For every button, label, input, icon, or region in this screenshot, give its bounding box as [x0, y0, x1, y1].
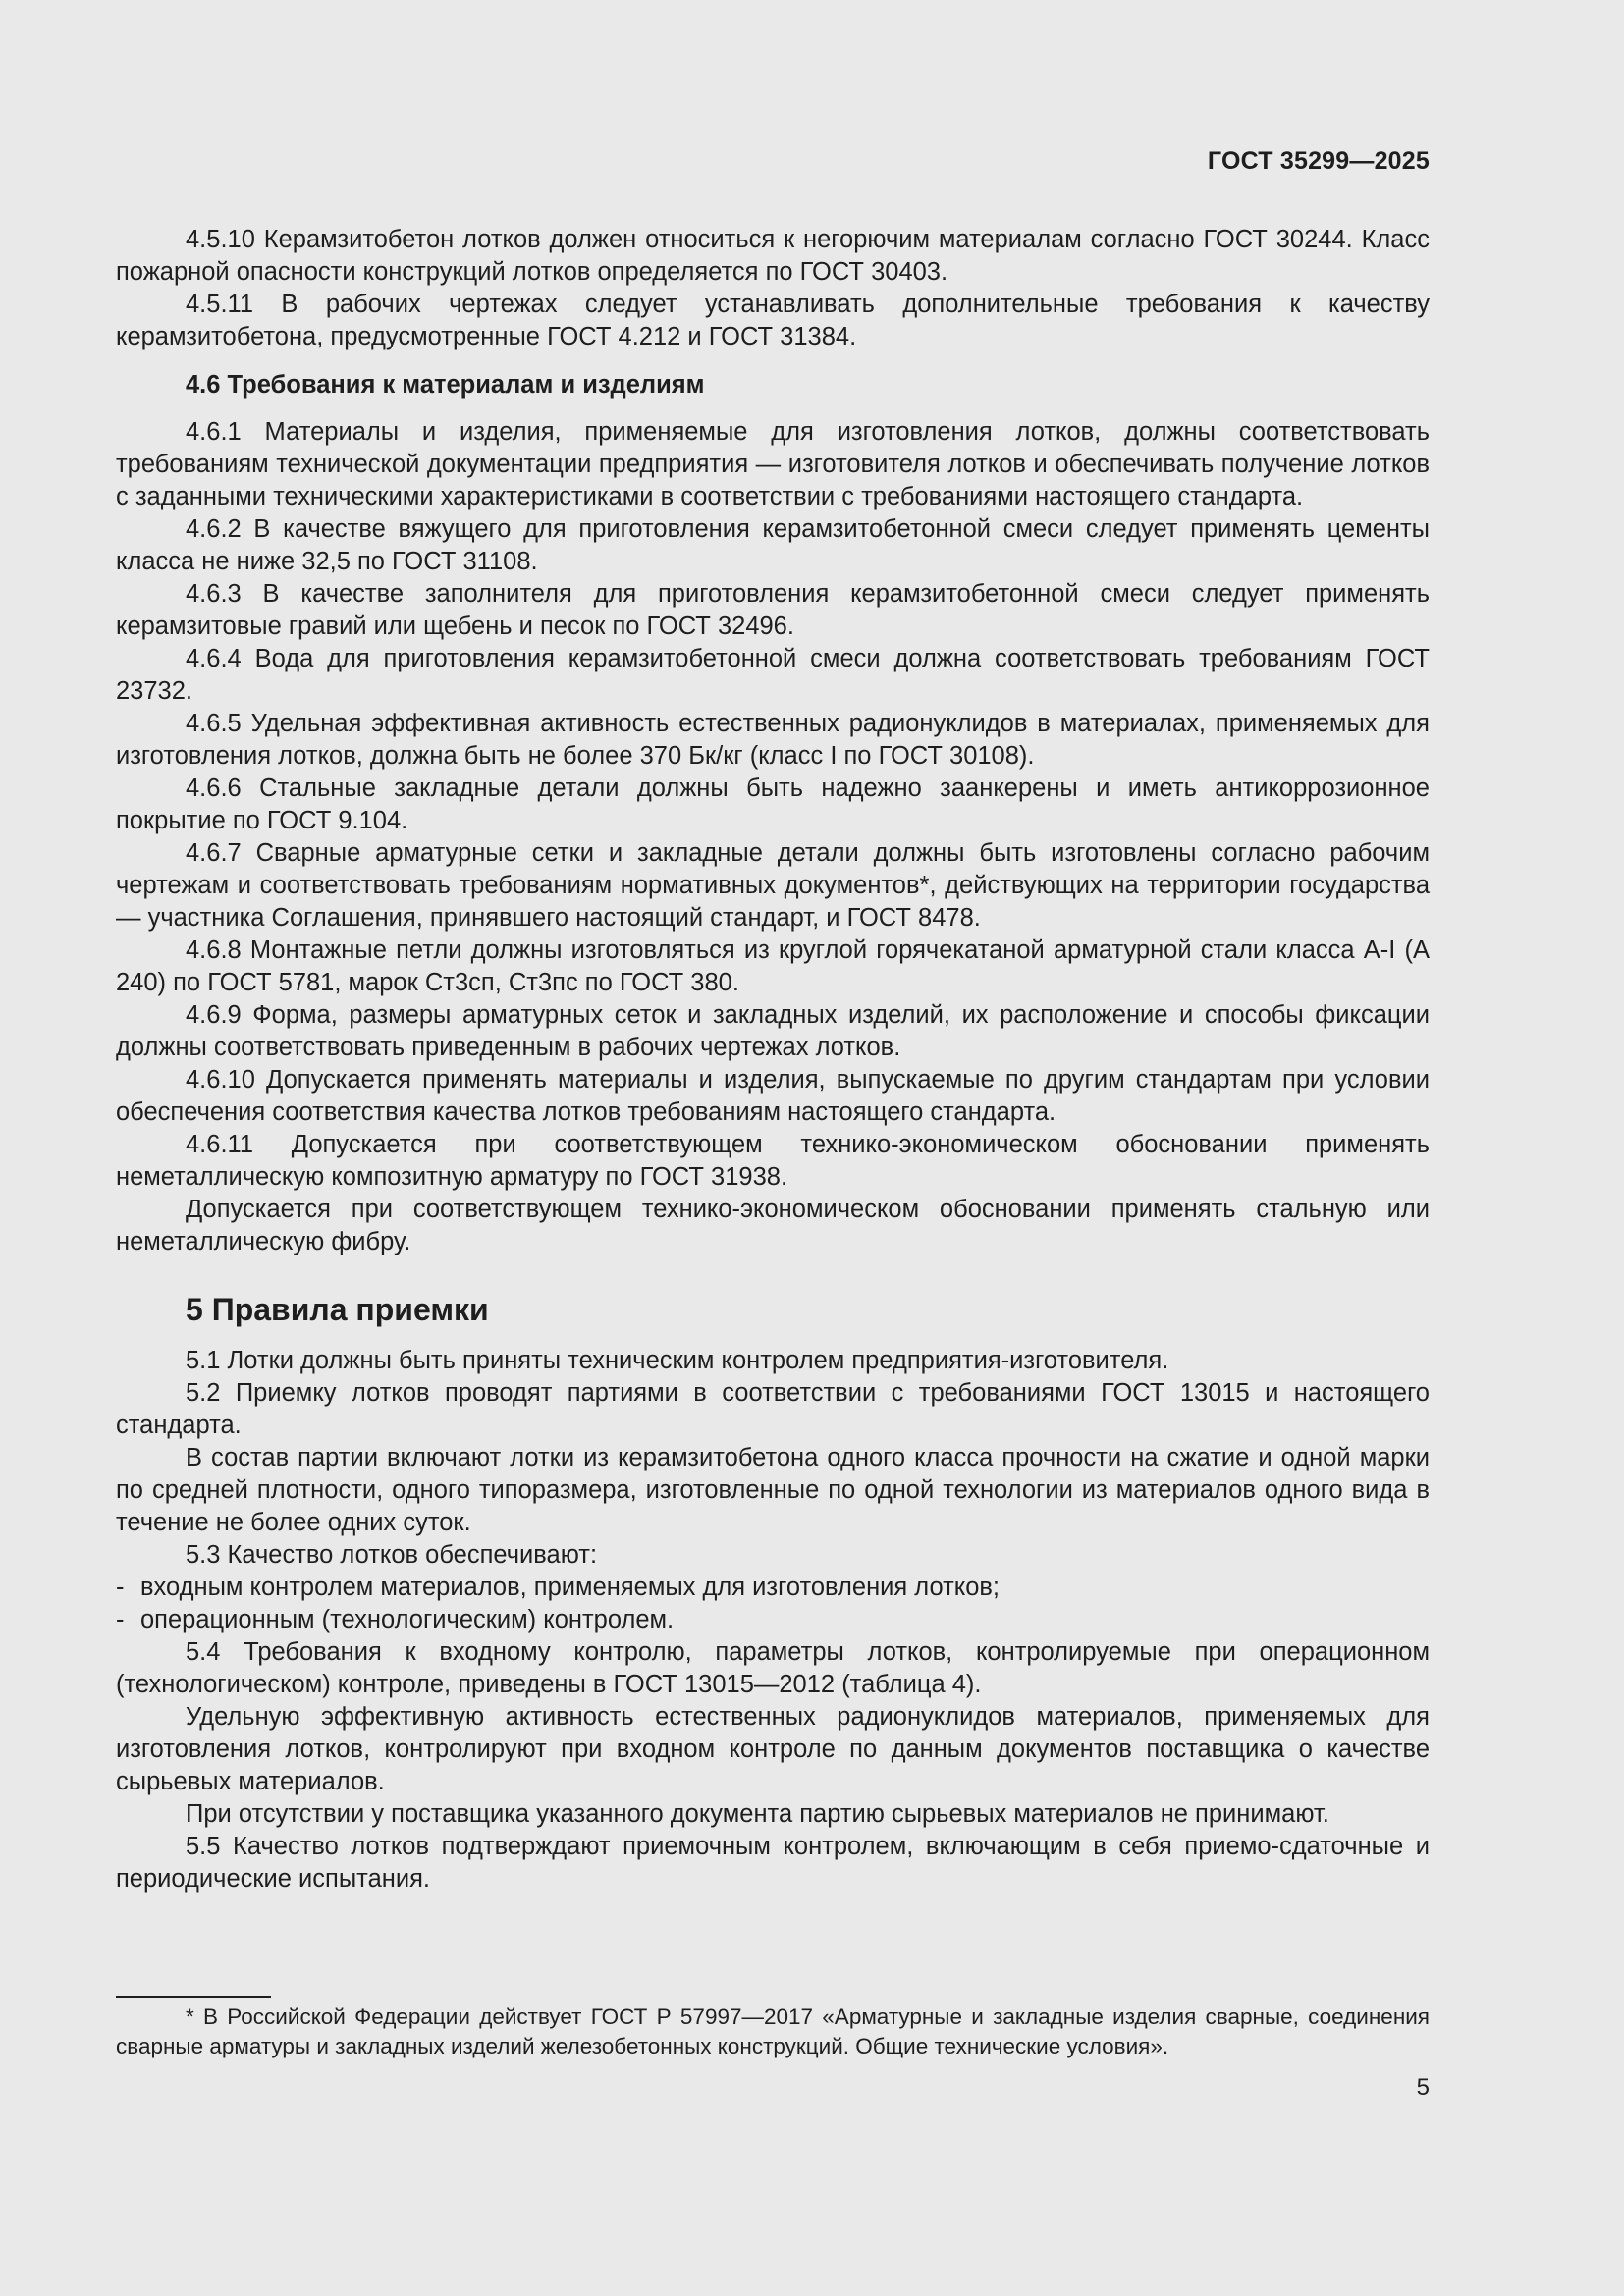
paragraph-4-6-11: 4.6.11 Допускается при соответствующем технико-экономическом обосновании применять неметаллическую композитную арматуру по ГОСТ 31938.: [116, 1131, 1430, 1191]
paragraph-4-5-10: 4.5.10 Керамзитобетон лотков должен относиться к негорючим материалам согласно ГОСТ 30244. Класс пожарной опасности конструкций лотков определяется по ГОСТ 30403.: [116, 226, 1430, 286]
paragraph-4-5-11: 4.5.11 В рабочих чертежах следует устанавливать дополнительные требования к качеству керамзитобетона, предусмотренные ГОСТ 4.212 и ГОСТ 31384.: [116, 291, 1430, 350]
paragraph-4-6-5: 4.6.5 Удельная эффективная активность естественных радионуклидов в материалах, применяемых для изготовления лотков, должна быть не более 370 Бк/кг (класс I по ГОСТ 30108).: [116, 710, 1430, 770]
list-item: [116, 1572, 1430, 1604]
footnote: * В Российской Федерации действует ГОСТ Р 57997—2017 «Арматурные и закладные изделия сварные, соединения сварные арматуры и закладных изделий железобетонных конструкций. Общие технические условия».: [116, 2004, 1430, 2058]
paragraph-4-6-6: 4.6.6 Стальные закладные детали должны быть надежно заанкерены и иметь антикоррозионное покрытие по ГОСТ 9.104.: [116, 774, 1430, 834]
paragraph-4-6-8: 4.6.8 Монтажные петли должны изготовляться из круглой горячекатаной арматурной стали класса А-I (А 240) по ГОСТ 5781, марок Ст3сп, Ст3пс по ГОСТ 380.: [116, 936, 1430, 996]
list-item: [116, 1604, 1430, 1636]
paragraph-4-6-1: 4.6.1 Материалы и изделия, применяемые для изготовления лотков, должны соответствовать требованиям технической документации предприятия — изготовителя лотков и обеспечивать получение лотков с заданными техническими характеристиками в соответствии с требованиями настоящего стандарта.: [116, 418, 1430, 510]
paragraph-5-2: 5.2 Приемку лотков проводят партиями в соответствии с требованиями ГОСТ 13015 и настоящего стандарта.: [116, 1379, 1430, 1439]
paragraph-4-6-3: 4.6.3 В качестве заполнителя для приготовления керамзитобетонной смеси следует применять керамзитовые гравий или щебень и песок по ГОСТ 32496.: [116, 580, 1430, 640]
paragraph-5-1: 5.1 Лотки должны быть приняты техническим контролем предприятия-изготовителя.: [186, 1347, 1169, 1374]
document-body: [116, 224, 1430, 1896]
list-item-text: входным контролем материалов, применяемых для изготовления лотков;: [140, 1574, 1001, 1601]
list-dash: -: [116, 1606, 125, 1633]
paragraph-5-4: 5.4 Требования к входному контролю, параметры лотков, контролируемые при операционном (технологическом) контроле, приведены в ГОСТ 13015—2012 (таблица 4).: [116, 1638, 1430, 1698]
page-number: 5: [1416, 2074, 1430, 2101]
paragraph-4-6-7: 4.6.7 Сварные арматурные сетки и закладные детали должны быть изготовлены согласно рабочим чертежам и соответствовать требованиям нормативных документов*, действующих на территории государства — участника Соглашения, принявшего настоящий стандарт, и ГОСТ 8478.: [116, 839, 1430, 932]
footnote-separator: [116, 1996, 271, 1998]
section-heading-5: 5 Правила приемки: [186, 1292, 489, 1327]
paragraph-4-6-10: 4.6.10 Допускается применять материалы и изделия, выпускаемые по другим стандартам при условии обеспечения соответствия качества лотков требованиям настоящего стандарта.: [116, 1066, 1430, 1126]
paragraph-5-4-final: При отсутствии у поставщика указанного документа партию сырьевых материалов не принимают.: [186, 1800, 1329, 1828]
document-code-header: ГОСТ 35299—2025: [1207, 147, 1430, 175]
paragraph-5-3: 5.3 Качество лотков обеспечивают:: [186, 1541, 598, 1569]
list-item-text: операционным (технологическим) контролем.: [140, 1606, 675, 1633]
paragraph-5-5: 5.5 Качество лотков подтверждают приемочным контролем, включающим в себя приемо-сдаточные и периодические испытания.: [116, 1833, 1430, 1893]
paragraph-4-6-11-continued: Допускается при соответствующем технико-экономическом обосновании применять стальную или неметаллическую фибру.: [116, 1196, 1430, 1255]
subsection-heading-4-6: 4.6 Требования к материалам и изделиям: [186, 371, 705, 399]
paragraph-5-4-continued: Удельную эффективную активность естественных радионуклидов материалов, применяемых для изготовления лотков, контролируют при входном контроле по данным документов поставщика о качестве сырьевых материалов.: [116, 1703, 1430, 1795]
paragraph-5-2-continued: В состав партии включают лотки из керамзитобетона одного класса прочности на сжатие и одной марки по средней плотности, одного типоразмера, изготовленные по одной технологии из материалов одного вида в течение не более одних суток.: [116, 1444, 1430, 1536]
paragraph-4-6-2: 4.6.2 В качестве вяжущего для приготовления керамзитобетонной смеси следует применять цементы класса не ниже 32,5 по ГОСТ 31108.: [116, 515, 1430, 575]
paragraph-4-6-4: 4.6.4 Вода для приготовления керамзитобетонной смеси должна соответствовать требованиям ГОСТ 23732.: [116, 645, 1430, 705]
list-dash: -: [116, 1574, 125, 1601]
paragraph-4-6-9: 4.6.9 Форма, размеры арматурных сеток и закладных изделий, их расположение и способы фиксации должны соответствовать приведенным в рабочих чертежах лотков.: [116, 1001, 1430, 1061]
